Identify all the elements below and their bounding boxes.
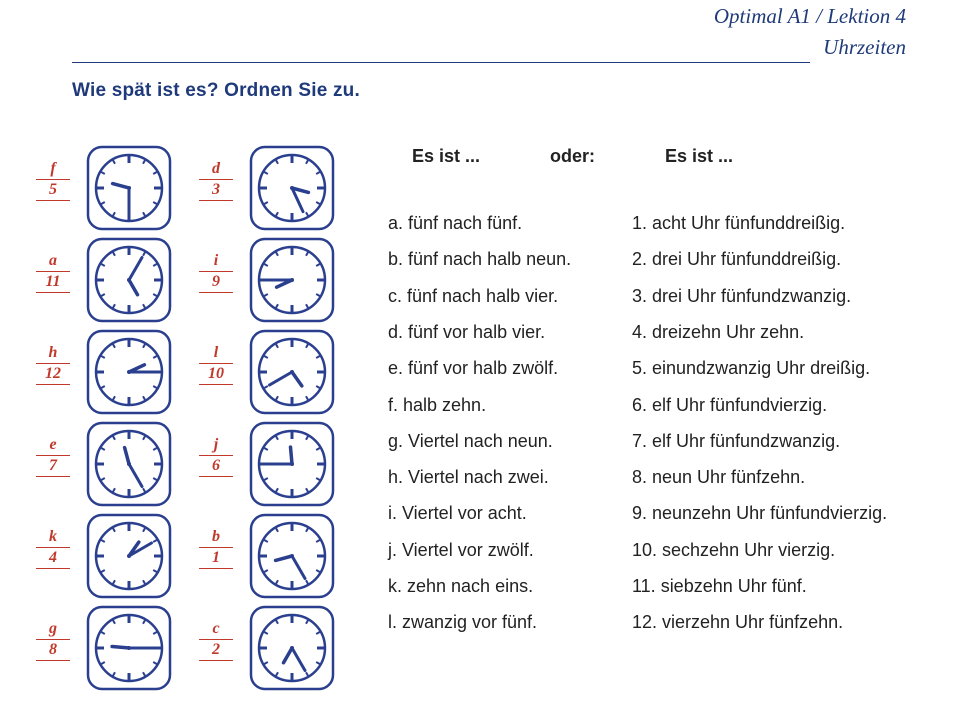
clock-center [290, 462, 294, 466]
clock-right-2 [249, 237, 335, 323]
time-item: 9. neunzehn Uhr fünfundvierzig. [632, 503, 888, 524]
clock-center [290, 554, 294, 558]
answer-letter: b [199, 527, 233, 548]
answer-right-2 [199, 251, 233, 293]
answer-right-6 [199, 619, 233, 661]
time-item: 6. elf Uhr fünfundvierzig. [632, 394, 828, 415]
answer-number: 6 [199, 456, 233, 477]
answer-right-4 [199, 435, 233, 477]
answer-number: 8 [36, 640, 70, 661]
answer-right-1 [199, 159, 233, 201]
clock-center [127, 646, 131, 650]
answer-number: 12 [36, 364, 70, 385]
phrase-item: l. zwanzig vor fünf. [388, 612, 538, 633]
clock-right-4 [249, 421, 335, 507]
answer-left-2 [36, 251, 70, 293]
clock-left-2 [86, 237, 172, 323]
answer-left-5 [36, 527, 70, 569]
clock-center [290, 278, 294, 282]
time-item: 1. acht Uhr fünfunddreißig. [632, 213, 846, 233]
clock-center [127, 278, 131, 282]
answer-number: 4 [36, 548, 70, 569]
phrase-item: f. halb zehn. [388, 394, 487, 415]
header-topic: Uhrzeiten [823, 35, 906, 59]
time-item: 11. siebzehn Uhr fünf. [632, 576, 807, 596]
phrase-item: h. Viertel nach zwei. [388, 467, 549, 488]
hour-hand [291, 447, 293, 464]
clock-right-5 [249, 513, 335, 599]
heading-middle: oder: [550, 146, 595, 166]
time-item: 4. dreizehn Uhr zehn. [632, 321, 805, 342]
phrase-item: d. fünf vor halb vier. [388, 321, 546, 342]
clock-left-4 [86, 421, 172, 507]
clock-right-3 [249, 329, 335, 415]
instruction: Wie spät ist es? Ordnen Sie zu. [72, 80, 360, 101]
heading-left: Es ist ... [412, 146, 481, 166]
phrase-item: j. Viertel vor zwölf. [388, 539, 534, 560]
clock-center [290, 370, 294, 374]
answer-left-3 [36, 343, 70, 385]
answer-number: 9 [199, 272, 233, 293]
time-item: 7. elf Uhr fünfundzwanzig. [632, 430, 841, 451]
clock-center [127, 370, 131, 374]
time-item: 5. einundzwanzig Uhr dreißig. [632, 358, 871, 379]
answer-letter: a [36, 251, 70, 272]
answer-letter: f [36, 159, 70, 180]
answer-letter: j [199, 435, 233, 456]
answer-number: 5 [36, 180, 70, 201]
time-item: 8. neun Uhr fünfzehn. [632, 467, 806, 488]
answer-number: 2 [199, 640, 233, 661]
phrase-item: b. fünf nach halb neun. [388, 249, 572, 270]
clock-left-3 [86, 329, 172, 415]
answer-number: 10 [199, 364, 233, 385]
answer-letter: l [199, 343, 233, 364]
time-item: 12. vierzehn Uhr fünfzehn. [632, 612, 844, 633]
answer-letter: g [36, 619, 70, 640]
phrase-item: c. fünf nach halb vier. [388, 285, 559, 306]
answer-number: 1 [199, 548, 233, 569]
time-item: 2. drei Uhr fünfunddreißig. [632, 249, 842, 270]
answer-letter: h [36, 343, 70, 364]
answer-letter: c [199, 619, 233, 640]
answer-right-3 [199, 343, 233, 385]
clock-right-1 [249, 145, 335, 231]
heading-right: Es ist ... [665, 146, 734, 166]
time-item: 10. sechzehn Uhr vierzig. [632, 539, 836, 560]
time-item: 3. drei Uhr fünfundzwanzig. [632, 285, 852, 306]
answer-letter: d [199, 159, 233, 180]
clock-left-5 [86, 513, 172, 599]
answer-left-1 [36, 159, 70, 201]
clock-center [127, 554, 131, 558]
phrase-item: k. zehn nach eins. [388, 576, 534, 596]
clock-right-6 [249, 605, 335, 691]
clock-center [127, 462, 131, 466]
clock-center [290, 646, 294, 650]
answer-right-5 [199, 527, 233, 569]
clock-center [127, 186, 131, 190]
answer-number: 7 [36, 456, 70, 477]
phrase-item: g. Viertel nach neun. [388, 430, 553, 451]
answer-letter: e [36, 435, 70, 456]
phrase-item: a. fünf nach fünf. [388, 213, 523, 233]
header-course: Optimal A1 / Lektion 4 [713, 4, 906, 28]
answer-number: 11 [36, 272, 70, 293]
clock-center [290, 186, 294, 190]
answer-left-4 [36, 435, 70, 477]
answer-letter: k [36, 527, 70, 548]
phrase-item: e. fünf vor halb zwölf. [388, 358, 559, 379]
clock-left-6 [86, 605, 172, 691]
answer-left-6 [36, 619, 70, 661]
answer-number: 3 [199, 180, 233, 201]
header-rule [72, 62, 810, 63]
hour-hand [112, 647, 129, 649]
clock-left-1 [86, 145, 172, 231]
phrase-item: i. Viertel vor acht. [388, 503, 527, 524]
answer-letter: i [199, 251, 233, 272]
